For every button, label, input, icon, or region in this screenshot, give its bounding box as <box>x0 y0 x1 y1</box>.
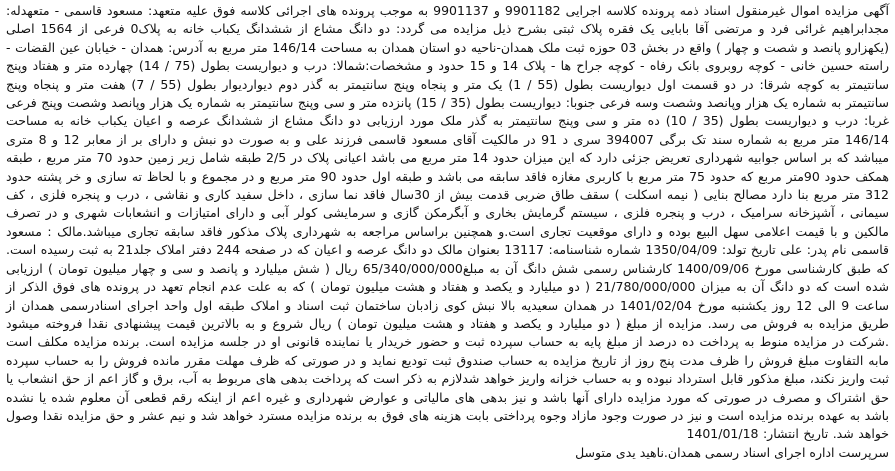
auction-notice-body: آگهی مزایده اموال غیرمنقول اسناد ذمه پرونده کلاسه اجرایی 9901182 و 9901137 به موجب پرونده های اجرائی کلاسه فوق علیه متعهد: مسعود قاسمی - متعهدله: مجدابراهیم غرائی فرد و مرتضی آقا بابایی یک فقره پلاک ثبتی بشرح ذیل مزایده می گردد: دو دانگ مشاع از ششدانگ یکباب خانه به پلاک0 فرعی از 1564 اصلی (یکهزارو پانصد و شصت و چهار ) واقع در بخش 03 حوزه ثبت ملک همدان-ناحیه دو استان همدان به مساحت 146/14 متر مربع به آدرس: همدان - خیابان عین القضات - راسته حسین خانی - کوچه روبروی بانک رفاه - کوچه جراح ها - پلاک 14 و 15 حدود و مشخصات:شمالا: درب و دیواریست بطول (75 / 14) چهارده متر و هفتاد وپنج سانتیمتر به کوچه شرقا: در دو قسمت اول دیواریست بطول (55 / 1) یک متر و پنجاه وپنج سانتیمتر به گذر دوم دیواردیوار بطول (55 / 7) هفت متر و پنجاه وپنج سانتیمتر به شماره یک هزار وپانصد وشصت وسه فرعی جنوبا: دیواریست بطول (35 / 15) پانزده متر و سی وپنج سانتیمتر به شماره یک هزار وپانصد وشصت وپنج فرعی غربا: درب و دیواریست بطول (35 / 10) ده متر و سی وپنج سانتیمتر به گذر ملک مورد ارزیابی دو دانگ مشاع از ششدانگ عرصه و اعیان یکباب خانه به مساحت 146/14 متر مربع به شماره سند تک برگی 394007 سری د 91 در مالکیت آقای مسعود قاسمی فرزند علی و به صورت دو نبش و دارای بر از معابر 12 و 8 متری میباشد که بر اساس جوابیه شهرداری تعریض جزئی دارد که این میزان حدود 14 متر مربع می باشد اعیانی پلاک در 2/5 طبقه شامل زیر زمین حدود 70 متر مربع ، طبقه همکف حدود 90متر مربع که حدود 75 متر مربع با کاربری مغازه فاقد سابقه می باشد و طبقه اول حدود 90 متر مربع و در مجموع و با لحاظ ته سازی و خر پشته حدود 312 متر مربع بنا دارد مصالح بنایی ( نیمه اسکلت ) سقف طاق ضربی قدمت بیش از 30سال فاقد نما سازی ، داخل سفید کاری و نقاشی ، درب و پنجره فلزی ، کف سیمانی ، آشپزخانه سرامیک ، درب و پنجره فلزی ، سیستم گرمایش بخاری و آبگرمکن گازی و سرمایشی کولر آبی و دارای امتیازات و انشعابات شهری و در تصرف مالکین و با قیمت اعلامی سهل البیع بوده و دارای موقعیت تجاری است.و همچنین براساس مراجعه به شهرداری پلاک مذکور فاقد سابقه تجاری میباشد.مالک : مسعود قاسمی نام پدر: علی تاریخ تولد: 1350/04/09 شماره شناسنامه: 13117 بعنوان مالک دو دانگ عرصه و اعیان که در صفحه 244 دفتر املاک جلد21 به ثبت رسیده است. که طبق کارشناسی مورخ 1400/09/06 کارشناس رسمی شش دانگ آن به مبلغ65/340/000/000 ریال ( شش میلیارد و پانصد و سی و چهار میلیون تومان ) ارزیابی شده است که دو دانگ آن به میزان 21/780/000/000 ( دو میلیارد و یکصد و هفتاد و هشت میلیون تومان ) که به علت عدم انجام تعهد در پرونده های فوق الذکر از ساعت 9 الی 12 روز یکشنبه مورخ 1401/02/04 در همدان سعیدیه بالا نبش کوی زادبان ساختمان ثبت اسناد و املاک طبقه اول واحد اجرای اسنادرسمی همدان از طریق مزایده به فروش می رسد. مزایده از مبلغ ( دو میلیارد و یکصد و هفتاد و هشت میلیون تومان ) ریال شروع و به بالاترین قیمت پیشنهادی نقدا فروخته میشود .شرکت در مزایده منوط به پرداخت ده درصد از مبلغ پایه به حساب سپرده ثبت و حضور خریدار یا نماینده قانونی او در جلسه مزایده است. برنده مزایده مکلف است مابه التفاوت مبلغ فروش را ظرف مدت پنج روز از تاریخ مزایده به حساب صندوق ثبت تودیع نماید و در صورتی که ظرف مهلت مقرر مانده فروش را به حساب سپرده ثبت واریز نکند، مبلغ مذکور قابل استرداد نبوده و به حساب خزانه واریز خواهد شدلازم به ذکر است که پرداخت بدهی های مربوط به آب، برق و گاز اعم از حق انشعاب یا حق اشتراک و مصرف در صورتی که مورد مزایده دارای آنها باشد و نیز بدهی های مالیاتی و عوارض شهرداری و غیره اعم از اینکه رقم قطعی آن معلوم شده یا نشده باشد به عهده برنده مزایده است و نیز در صورت وجود مازاد وجوه پرداختی بابت هزینه های فوق به برنده مزایده مسترد خواهد شد و نیم عشر و حق مزایده نقدا وصول خواهد شد. تاریخ انتشار: 1401/01/18 <box>6 3 890 442</box>
signature-line: سرپرست اداره اجرای اسناد رسمی همدان.ناهید یدی متوسل <box>575 444 889 460</box>
